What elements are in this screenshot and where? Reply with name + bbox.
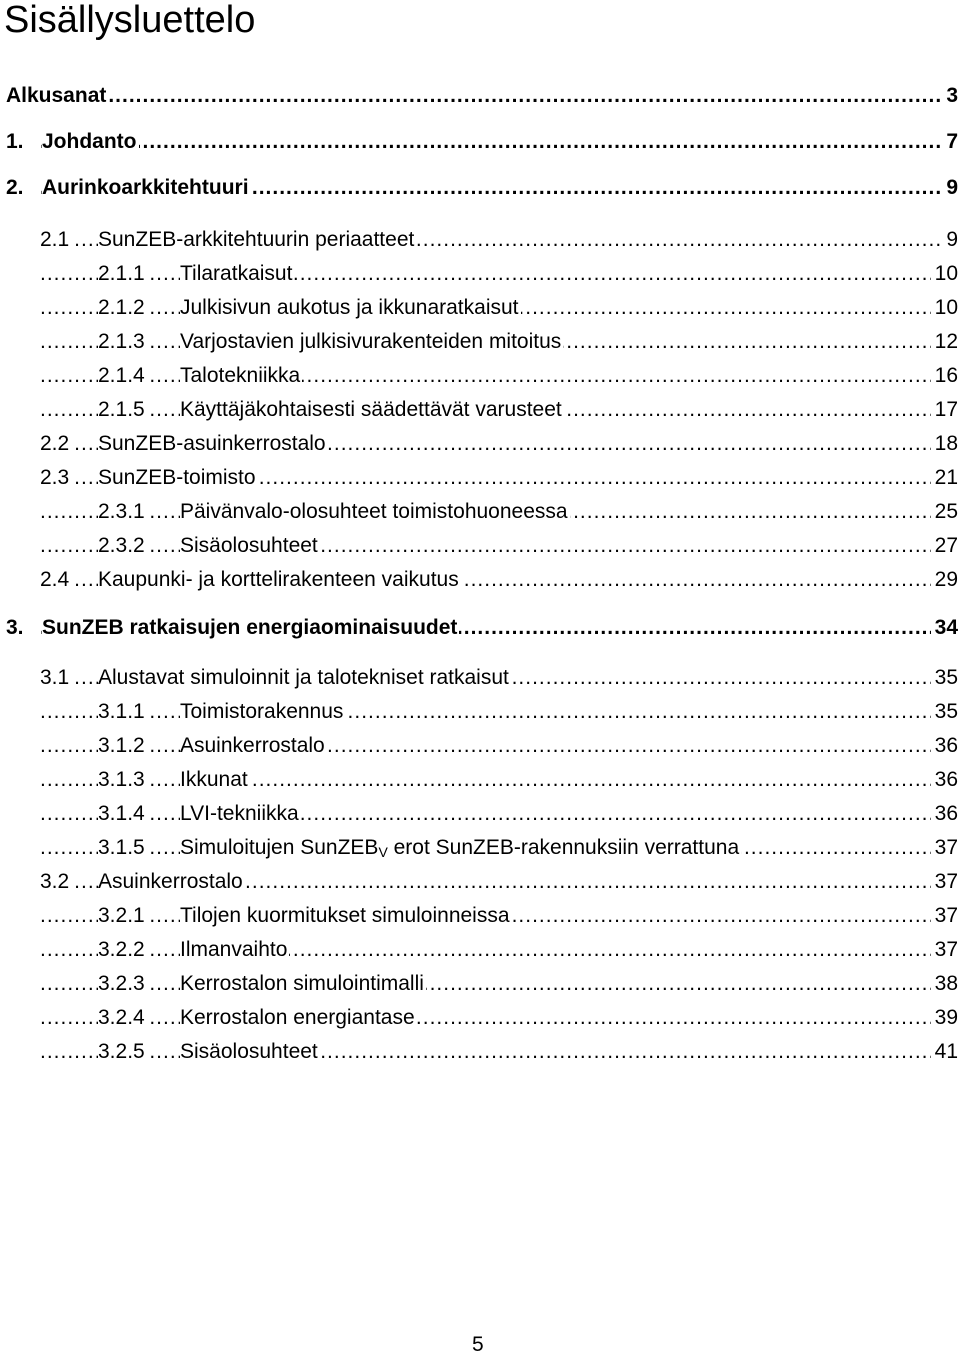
toc-entry-number: 3.2.5 bbox=[98, 1036, 151, 1068]
toc-entry-title: Asuinkerrostalo bbox=[180, 730, 327, 762]
toc-entry-title: Alkusanat bbox=[6, 80, 108, 112]
page-title: Sisällysluettelo bbox=[4, 0, 256, 41]
toc-entry-number: 3.2.1 bbox=[98, 900, 151, 932]
toc-entry[interactable] bbox=[0, 126, 960, 158]
toc-entry-number: 3. bbox=[6, 612, 30, 644]
toc-entry[interactable] bbox=[0, 564, 960, 596]
toc-entry-number: 2.1.1 bbox=[98, 258, 151, 290]
toc-entry-title-text: erot SunZEB-rakennuksiin verrattuna bbox=[387, 836, 740, 859]
toc-entry[interactable] bbox=[0, 1036, 960, 1068]
toc-entry[interactable] bbox=[0, 866, 960, 898]
toc-entry-number: 3.2.4 bbox=[98, 1002, 151, 1034]
toc-entry-title: Kerrostalon simulointimalli bbox=[180, 968, 426, 1000]
toc-entry-number: 2. bbox=[6, 172, 30, 204]
toc-dot-leader bbox=[40, 968, 952, 1000]
toc-entry-page: 10 bbox=[931, 292, 958, 324]
toc-entry-page: 37 bbox=[931, 934, 958, 966]
toc-entry[interactable] bbox=[0, 968, 960, 1000]
toc-entry[interactable] bbox=[0, 428, 960, 460]
toc-entry-number: 2.3.1 bbox=[98, 496, 151, 528]
toc-entry-page: 41 bbox=[931, 1036, 958, 1068]
toc-entry-number: 2.1.2 bbox=[98, 292, 151, 324]
toc-entry-page: 16 bbox=[931, 360, 958, 392]
toc-entry-page: 29 bbox=[931, 564, 958, 596]
toc-entry-title-subscript: V bbox=[378, 844, 388, 860]
toc-entry-page: 36 bbox=[931, 730, 958, 762]
toc-entry-page: 39 bbox=[931, 1002, 958, 1034]
toc-entry-title: Asuinkerrostalo bbox=[98, 866, 245, 898]
toc-entry-number: 2.1.5 bbox=[98, 394, 151, 426]
toc-entry[interactable] bbox=[0, 530, 960, 562]
toc-entry-title: Talotekniikka bbox=[180, 360, 302, 392]
toc-entry-page: 35 bbox=[931, 696, 958, 728]
toc-dot-leader bbox=[40, 80, 952, 112]
toc-entry-title: Tilojen kuormitukset simuloinneissa bbox=[180, 900, 512, 932]
toc-entry-page: 36 bbox=[931, 798, 958, 830]
toc-entry[interactable] bbox=[0, 496, 960, 528]
toc-entry-title: Ikkunat bbox=[180, 764, 250, 796]
toc-entry-title: SunZEB-asuinkerrostalo bbox=[98, 428, 328, 460]
toc-entry[interactable] bbox=[0, 798, 960, 830]
toc-entry-number: 2.4 bbox=[40, 564, 75, 596]
toc-entry-title: Sisäolosuhteet bbox=[180, 1036, 320, 1068]
toc-entry-number: 3.1 bbox=[40, 662, 75, 694]
toc-entry-number: 2.1.3 bbox=[98, 326, 151, 358]
toc-entry-page: 18 bbox=[931, 428, 958, 460]
toc-entry-page: 21 bbox=[931, 462, 958, 494]
toc-entry-number: 3.2.2 bbox=[98, 934, 151, 966]
toc-entry-title: Kaupunki- ja korttelirakenteen vaikutus bbox=[98, 564, 461, 596]
toc-entry-page: 3 bbox=[942, 80, 958, 112]
toc-entry[interactable] bbox=[0, 934, 960, 966]
toc-entry[interactable] bbox=[0, 360, 960, 392]
toc-entry-number: 3.1.4 bbox=[98, 798, 151, 830]
toc-entry-number: 3.1.1 bbox=[98, 696, 151, 728]
toc-entry[interactable] bbox=[0, 612, 960, 644]
toc-entry-number: 3.1.5 bbox=[98, 832, 151, 864]
toc-dot-leader bbox=[40, 530, 952, 562]
toc-entry[interactable] bbox=[0, 172, 960, 204]
toc-entry-number: 3.2 bbox=[40, 866, 75, 898]
toc-entry-number: 3.1.3 bbox=[98, 764, 151, 796]
toc-entry-number: 2.1.4 bbox=[98, 360, 151, 392]
toc-entry[interactable] bbox=[0, 696, 960, 728]
toc-entry-title: Kerrostalon energiantase bbox=[180, 1002, 417, 1034]
toc-entry-number: 2.1 bbox=[40, 224, 75, 256]
toc-entry-page: 36 bbox=[931, 764, 958, 796]
toc-entry-title: Alustavat simuloinnit ja talotekniset ratkaisut bbox=[98, 662, 511, 694]
toc-entry[interactable] bbox=[0, 1002, 960, 1034]
toc-entry-title: LVI-tekniikka bbox=[180, 798, 301, 830]
toc-entry-number: 1. bbox=[6, 126, 30, 158]
toc-entry-page: 37 bbox=[931, 832, 958, 864]
toc-entry[interactable] bbox=[0, 224, 960, 256]
toc-entry[interactable] bbox=[0, 80, 960, 112]
toc-entry-title: Käyttäjäkohtaisesti säädettävät varusteet bbox=[180, 394, 564, 426]
toc-dot-leader bbox=[40, 798, 952, 830]
toc-entry-title: Päivänvalo-olosuhteet toimistohuoneessa bbox=[180, 496, 570, 528]
toc-entry-number: 2.3.2 bbox=[98, 530, 151, 562]
toc-entry[interactable] bbox=[0, 764, 960, 796]
toc-entry-title: SunZEB-arkkitehtuurin periaatteet bbox=[98, 224, 416, 256]
toc-dot-leader bbox=[40, 258, 952, 290]
toc-entry-title: SunZEB-toimisto bbox=[98, 462, 258, 494]
toc-entry[interactable] bbox=[0, 326, 960, 358]
toc-entry-title: Sisäolosuhteet bbox=[180, 530, 320, 562]
toc-entry[interactable] bbox=[0, 900, 960, 932]
toc-entry-title: Varjostavien julkisivurakenteiden mitoitus bbox=[180, 326, 563, 358]
toc-entry-number: 3.1.2 bbox=[98, 730, 151, 762]
toc-entry-title: Aurinkoarkkitehtuuri bbox=[42, 172, 251, 204]
toc-entry-page: 12 bbox=[931, 326, 958, 358]
toc-entry-page: 9 bbox=[942, 172, 958, 204]
toc-dot-leader bbox=[40, 730, 952, 762]
toc-dot-leader bbox=[40, 126, 952, 158]
toc-entry-page: 7 bbox=[942, 126, 958, 158]
toc-entry-page: 37 bbox=[931, 866, 958, 898]
toc-entry-page: 17 bbox=[931, 394, 958, 426]
toc-dot-leader bbox=[40, 934, 952, 966]
toc-entry-page: 10 bbox=[931, 258, 958, 290]
page-number: 5 bbox=[472, 1333, 484, 1356]
toc-entry-page: 25 bbox=[931, 496, 958, 528]
toc-entry-page: 34 bbox=[931, 612, 958, 644]
toc-entry-number: 3.2.3 bbox=[98, 968, 151, 1000]
toc-entry[interactable] bbox=[0, 730, 960, 762]
toc-dot-leader bbox=[40, 764, 952, 796]
toc-dot-leader bbox=[40, 1036, 952, 1068]
toc-entry-page: 38 bbox=[931, 968, 958, 1000]
toc-entry-number: 2.2 bbox=[40, 428, 75, 460]
toc-dot-leader bbox=[40, 360, 952, 392]
toc-entry[interactable] bbox=[0, 394, 960, 426]
toc-entry-title: Ilmanvaihto bbox=[180, 934, 289, 966]
toc-entry-page: 9 bbox=[942, 224, 958, 256]
toc-entry[interactable] bbox=[0, 258, 960, 290]
toc-entry-title: SunZEB ratkaisujen energiaominaisuudet bbox=[42, 612, 459, 644]
toc-dot-leader bbox=[40, 696, 952, 728]
toc-entry[interactable] bbox=[0, 462, 960, 494]
toc-entry[interactable] bbox=[0, 832, 960, 864]
toc-entry[interactable] bbox=[0, 292, 960, 324]
toc-entry[interactable] bbox=[0, 662, 960, 694]
toc-dot-leader bbox=[40, 1002, 952, 1034]
toc-entry-page: 35 bbox=[931, 662, 958, 694]
toc-entry-title: Julkisivun aukotus ja ikkunaratkaisut bbox=[180, 292, 521, 324]
toc-entry-title-text: Simuloitujen SunZEB bbox=[180, 836, 379, 859]
toc-entry-title: Tilaratkaisut bbox=[180, 258, 294, 290]
toc-entry-title: Toimistorakennus bbox=[180, 696, 345, 728]
toc-entry-title bbox=[180, 832, 741, 868]
toc-entry-page: 27 bbox=[931, 530, 958, 562]
toc-entry-title: Johdanto bbox=[42, 126, 139, 158]
toc-entry-page: 37 bbox=[931, 900, 958, 932]
toc-entry-number: 2.3 bbox=[40, 462, 75, 494]
